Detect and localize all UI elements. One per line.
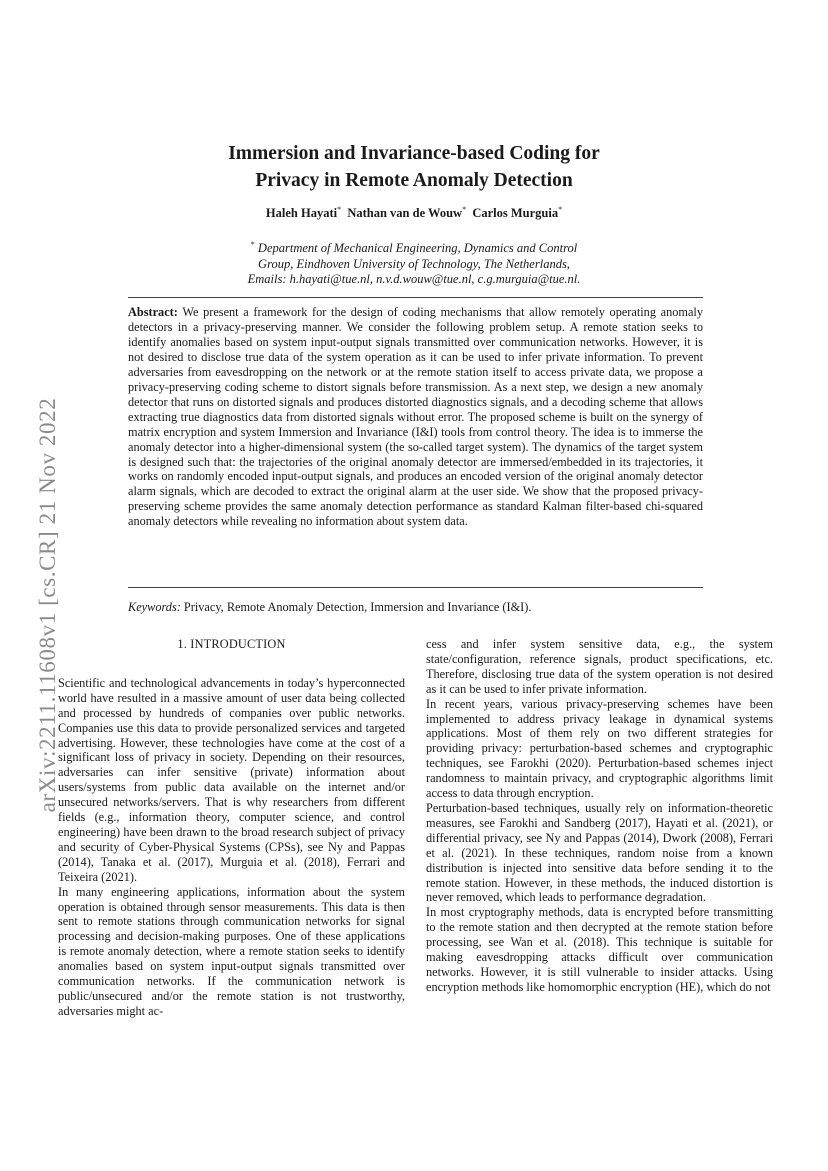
affiliation-mark: *	[250, 240, 255, 249]
abstract-top-rule	[128, 297, 703, 298]
abstract	[128, 305, 703, 529]
section-heading: 1. INTRODUCTION	[177, 637, 286, 651]
title-line-2: Privacy in Remote Anomaly Detection	[255, 170, 573, 191]
keywords-label: Keywords:	[128, 600, 181, 614]
author-mark: *	[462, 205, 467, 214]
affiliation-line-2: Group, Eindhoven University of Technology, The Netherlands,	[258, 256, 570, 271]
author-mark: *	[337, 205, 342, 214]
author-list	[0, 205, 828, 221]
paper-title	[0, 140, 828, 194]
abstract-bottom-rule	[128, 587, 703, 588]
keywords	[128, 600, 703, 615]
author-name: Haleh Hayati	[265, 206, 338, 221]
paragraph: In many engineering applications, information about the system operation is obtained through sensor measurements. This data is then sent to remote stations through communication networks for signal processing and decision-making purposes. One of these applications is remote anomaly detection, where a remote station seeks to identify anomalies based on system input-output signals transmitted over communication networks. If the communication network is public/unsecured and/or the remote station is not trustworthy, adversaries might ac-	[58, 884, 405, 1018]
paragraph: cess and infer system sensitive data, e.g., the system state/configuration, reference signals, product specifications, etc. Therefore, disclosing true data of the system operation is not desired as it can be used to infer private information.	[426, 637, 773, 696]
title-line-1: Immersion and Invariance-based Coding for	[228, 143, 600, 164]
affiliation-emails: Emails: h.hayati@tue.nl, n.v.d.wouw@tue.nl, c.g.murguia@tue.nl.	[247, 272, 581, 287]
affiliation	[0, 237, 828, 288]
paragraph: In most cryptography methods, data is encrypted before transmitting to the remote station and then decrypted at the remote station before processing, see Wan et al. (2018). This technique is suitable for making eavesdropping attacks difficult over communication networks. However, it is still vulnerable to insider attacks. Using encryption methods like homomorphic encryption (HE), which do not	[426, 905, 773, 994]
paragraph: In recent years, various privacy-preserving schemes have been implemented to address privacy leakage in dynamical systems applications. Most of them rely on two different strategies for providing privacy: perturbation-based schemes and cryptographic techniques, see Farokhi (2020). Perturbation-based schemes inject randomness to maintain privacy, and cryptographic algorithms limit access to data through encryption.	[426, 696, 773, 801]
keywords-text: Privacy, Remote Anomaly Detection, Immersion and Invariance (I&I).	[183, 600, 532, 614]
author-mark: *	[558, 205, 563, 214]
arxiv-identifier-text: arXiv:2211.11608v1 [cs.CR] 21 Nov 2022	[35, 397, 60, 813]
abstract-label: Abstract:	[128, 305, 178, 319]
paragraph: Perturbation-based techniques, usually rely on information-theoretic measures, see Farokhi and Sandberg (2017), Hayati et al. (2021), or differential privacy, see Ny and Pappas (2014), Dwork (2008), Ferrari et al. (2021). In these techniques, random noise from a known distribution is injected into sensitive data before sending it to the remote station. However, in these methods, the induced distortion is never removed, which leads to performance degradation.	[426, 800, 773, 905]
affiliation-line-1: Department of Mechanical Engineering, Dynamics and Control	[257, 241, 578, 256]
author-name: Nathan van de Wouw	[347, 206, 463, 221]
abstract-text: We present a framework for the design of coding mechanisms that allow remotely operating anomaly detectors in a privacy-preserving manner. We consider the following problem setup. A remote station seeks to identify anomalies based on system input-output signals transmitted over communication networks. However, it is not desired to disclose true data of the system operation as it can be used to infer private information. To prevent adversaries from eavesdropping on the network or at the remote station itself to access private data, we propose a privacy-preserving coding scheme to distort signals before transmission. As a next step, we design a new anomaly detector that runs on distorted signals and produces distorted diagnostics signals, and a decoding scheme that allows extracting true diagnostics data from distorted signals without error. The proposed scheme is built on the synergy of matrix encryption and system Immersion and Invariance (I&I) tools from control theory. The idea is to immerse the anomaly detector into a higher-dimensional system (the so-called target system). The dynamics of the target system is designed such that: the trajectories of the original anomaly detector are immersed/embedded in its trajectories, it works on randomly encoded input-output signals, and produces an encoded version of the original anomaly detector alarm signals, which are decoded to extract the original alarm at the user side. We show that the proposed privacy-preserving scheme provides the same anomaly detection performance as standard Kalman filter-based chi-squared anomaly detectors while revealing no information about system data.	[128, 305, 703, 529]
paragraph: Scientific and technological advancements in today’s hyperconnected world have resulted in a massive amount of user data being collected and processed by hundreds of companies over public networks. Companies use this data to provide personalized services and targeted advertising. However, these technologies have come at the cost of a significant loss of privacy in society. Depending on their resources, adversaries can infer sensitive (private) information about users/systems from public data available on the internet and/or unsecured networks/servers. That is why researchers from different fields (e.g., information theory, computer science, and control engineering) have been drawn to the broad research subject of privacy and security of Cyber-Physical Systems (CPSs), see Ny and Pappas (2014), Tanaka et al. (2017), Murguia et al. (2018), Ferrari and Teixeira (2021).	[58, 675, 405, 884]
right-column	[426, 637, 773, 995]
author-name: Carlos Murguia	[472, 206, 559, 221]
left-column	[58, 637, 405, 1019]
